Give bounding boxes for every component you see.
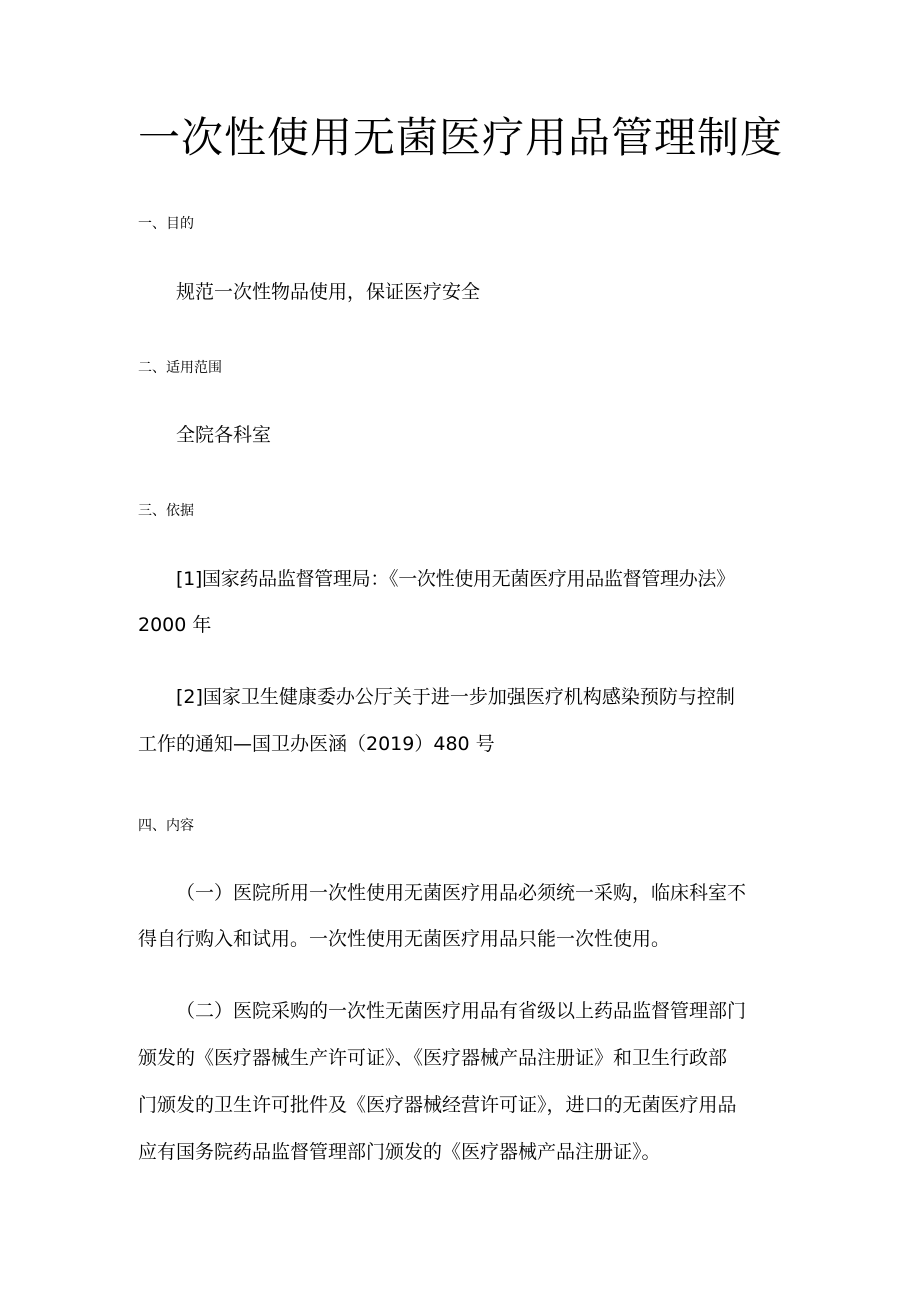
scope-text: 全院各科室 — [176, 424, 272, 446]
content-item-2-line-2: 颁发的《医疗器械生产许可证》、《医疗器械产品注册证》和卫生行政部 — [138, 1047, 728, 1069]
section-heading-purpose: 一、目的 — [138, 216, 194, 232]
content-item-2-line-4: 应有国务院药品监督管理部门颁发的《医疗器械产品注册证》。 — [138, 1141, 661, 1163]
section-heading-scope: 二、适用范围 — [138, 360, 222, 376]
purpose-text: 规范一次性物品使用，保证医疗安全 — [176, 281, 481, 303]
content-item-1-line-1: （一）医院所用一次性使用无菌医疗用品必须统一采购，临床科室不 — [176, 882, 747, 904]
content-item-1-line-2: 得自行购入和试用。一次性使用无菌医疗用品只能一次性使用。 — [138, 928, 671, 950]
document-title: 一次性使用无菌医疗用品管理制度 — [138, 113, 784, 162]
basis-ref-2-line-2: 工作的通知—国卫办医涵（2019）480 号 — [138, 733, 495, 755]
basis-ref-1-line-1: [1]国家药品监督管理局：《一次性使用无菌医疗用品监督管理办法》 — [176, 568, 735, 590]
content-item-2-line-1: （二）医院采购的一次性无菌医疗用品有省级以上药品监督管理部门 — [176, 1000, 747, 1022]
section-heading-basis: 三、依据 — [138, 503, 194, 519]
basis-ref-1-line-2: 2000 年 — [138, 614, 212, 636]
section-heading-content: 四、内容 — [138, 818, 194, 834]
basis-ref-2-line-1: [2]国家卫生健康委办公厅关于进一步加强医疗机构感染预防与控制 — [176, 686, 735, 708]
content-item-2-line-3: 门颁发的卫生许可批件及《医疗器械经营许可证》，进口的无菌医疗用品 — [138, 1094, 737, 1116]
